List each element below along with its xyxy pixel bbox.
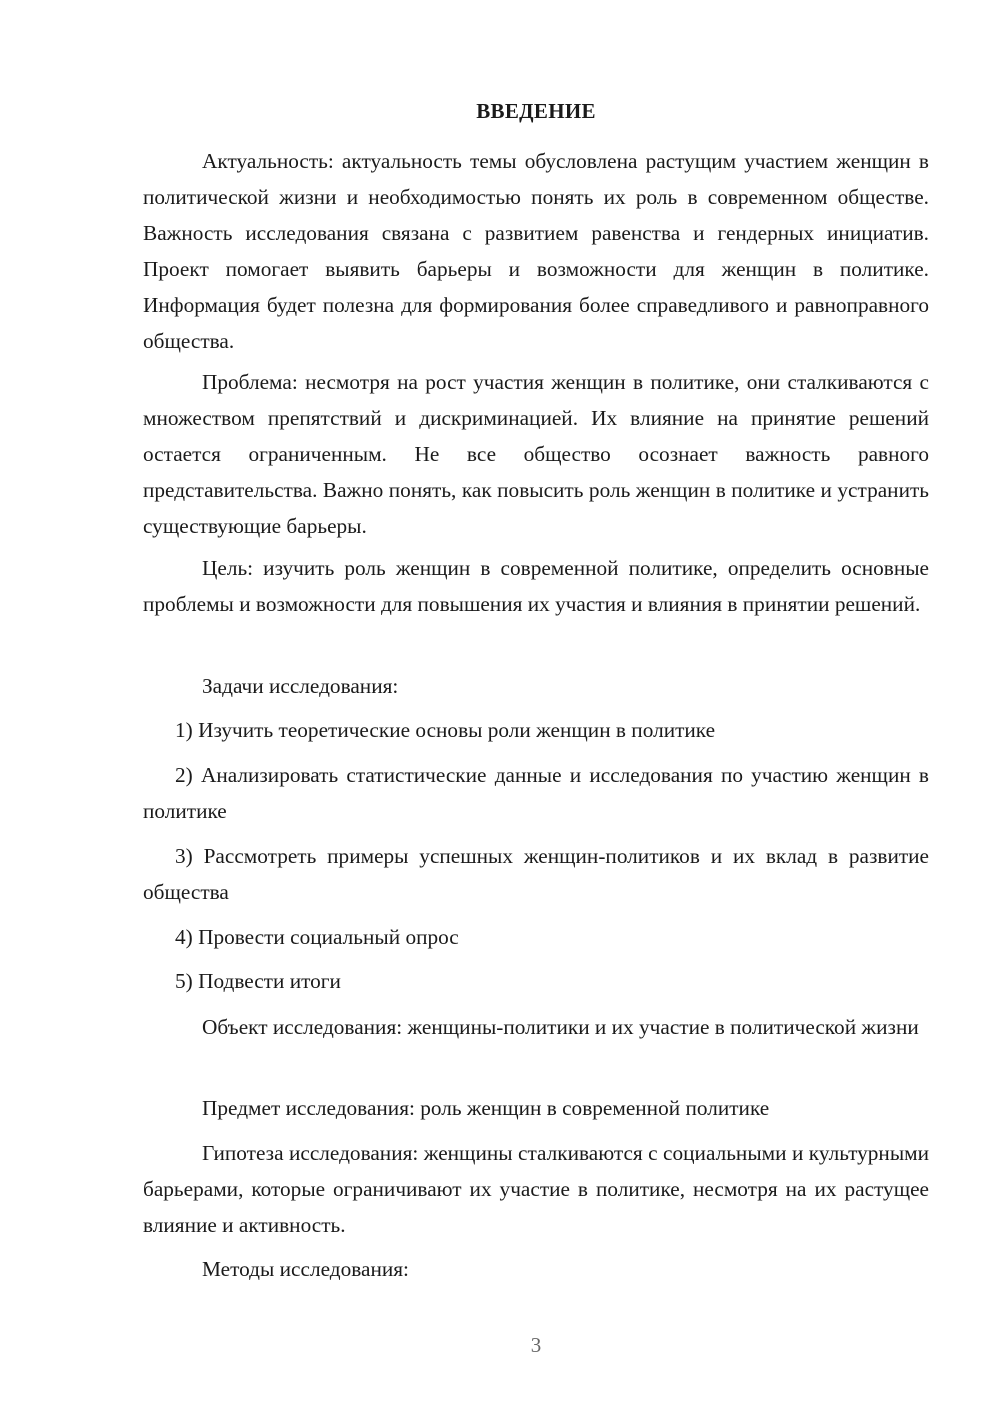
task-item-4: 4) Провести социальный опрос (175, 925, 459, 949)
page-number: 3 (530, 1333, 542, 1357)
paragraph-methods: Методы исследования: (202, 1257, 409, 1281)
paragraph-goal: Цель: изучить роль женщин в современной политике, определить основные проблемы и возможности для повышения их участия и влияния в принятии решений. (143, 556, 929, 616)
paragraph-subject: Предмет исследования: роль женщин в современной политике (202, 1096, 770, 1120)
paragraph-object: Объект исследования: женщины-политики и их участие в политической жизни (202, 1015, 919, 1039)
task-item-1: 1) Изучить теоретические основы роли женщин в политике (175, 718, 716, 742)
paragraph-relevance: Актуальность: актуальность темы обусловлена растущим участием женщин в политической жизни и необходимостью понять их роль в современном обществе. Важность исследования связана с развитием равенства и гендерных инициатив. Проект помогает выявить барьеры и возможности для женщин в политике. Информация будет полезна для формирования более справедливого и равноправного общества. (143, 149, 929, 353)
task-item-2: 2) Анализировать статистические данные и исследования по участию женщин в политике (143, 763, 929, 823)
task-item-3: 3) Рассмотреть примеры успешных женщин-политиков и их вклад в развитие общества (143, 844, 929, 904)
paragraph-hypothesis: Гипотеза исследования: женщины сталкиваются с социальными и культурными барьерами, которые ограничивают их участие в политике, несмотря на их растущее влияние и активность. (143, 1141, 929, 1237)
task-item-5: 5) Подвести итоги (175, 969, 341, 993)
page-title: ВВЕДЕНИЕ (476, 99, 596, 123)
paragraph-problem: Проблема: несмотря на рост участия женщин в политике, они сталкиваются с множеством препятствий и дискриминацией. Их влияние на принятие решений остается ограниченным. Не все общество осознает важность равного представительства. Важно понять, как повысить роль женщин в политике и устранить существующие барьеры. (143, 370, 929, 538)
document-page (143, 0, 929, 1414)
tasks-heading: Задачи исследования: (202, 674, 399, 698)
